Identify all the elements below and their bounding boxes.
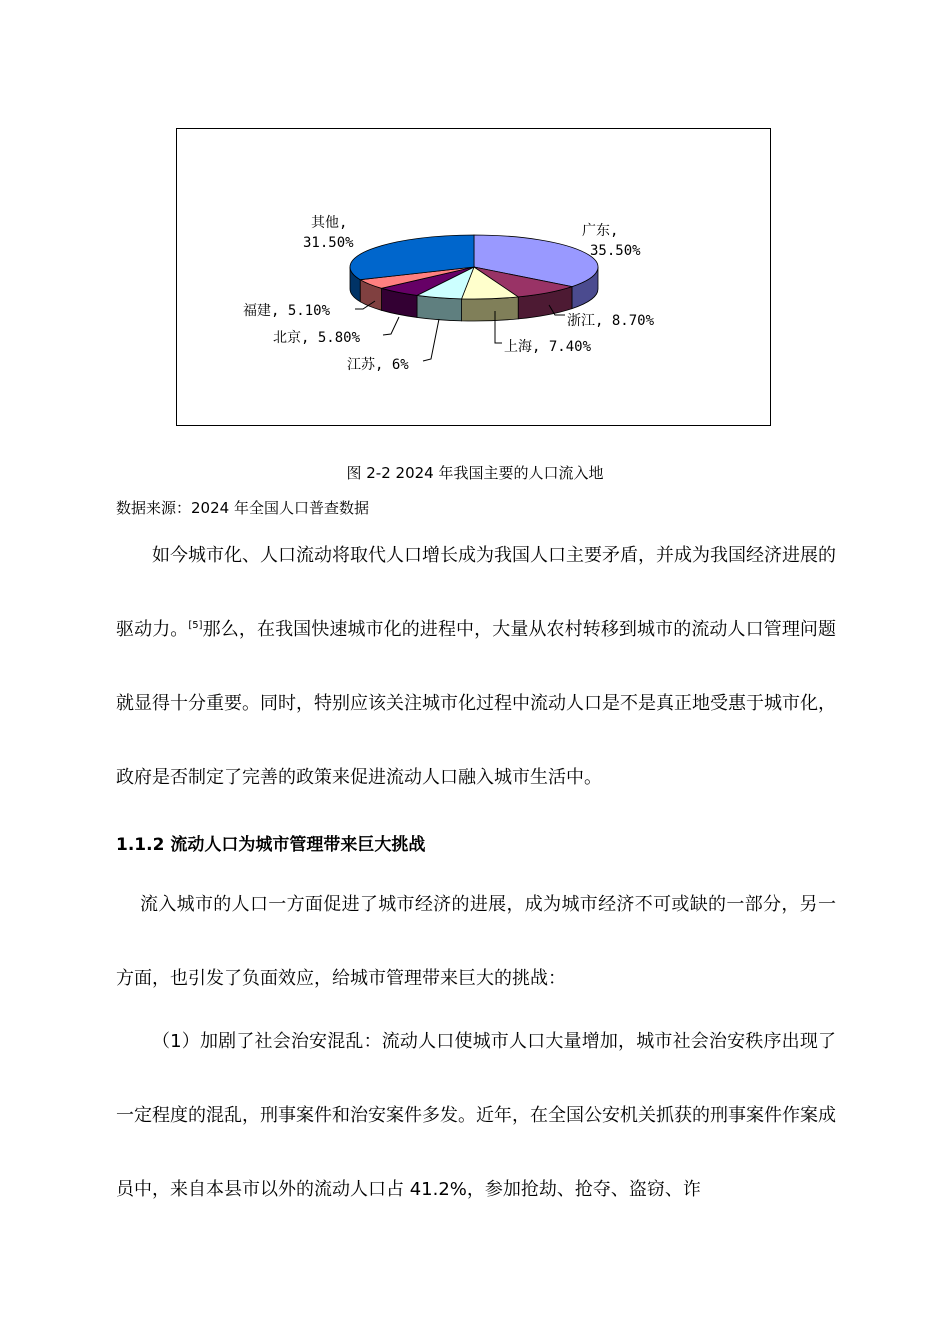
label-qita-value: 31.50% [303, 235, 354, 251]
section-heading: 1.1.2 流动人口为城市管理带来巨大挑战 [116, 835, 426, 855]
label-guangdong-name: 广东, [582, 223, 619, 239]
label-guangdong-value: 35.50% [590, 243, 641, 259]
paragraph-1-text-a: 如今城市化、人口流动将取代人口增长成为我国人口主要矛盾，并成为我国经济进展的驱动力。 [116, 545, 836, 640]
label-fujian: 福建, 5.10% [243, 303, 331, 319]
paragraph-1-text-b: 那么，在我国快速城市化的进程中，大量从农村转移到城市的流动人口管理问题就显得十分重要。同时，特别应该关注城市化过程中流动人口是不是真正地受惠于城市化，政府是否制定了完善的政策来促进流动人口融入城市生活中。 [116, 619, 837, 788]
pie-chart-svg [177, 129, 772, 427]
paragraph-2-text: 流入城市的人口一方面促进了城市经济的进展，成为城市经济不可或缺的一部分，另一方面，也引发了负面效应，给城市管理带来巨大的挑战： [116, 894, 836, 989]
data-source: 数据来源：2024 年全国人口普查数据 [116, 499, 369, 517]
paragraph-1 [116, 519, 836, 815]
leader-beijing [383, 317, 399, 335]
leader-jiangsu [423, 319, 439, 361]
pie-side-江苏 [417, 295, 462, 320]
label-jiangsu: 江苏, 6% [347, 357, 409, 373]
label-beijing: 北京, 5.80% [273, 330, 361, 346]
label-zhejiang: 浙江, 8.70% [567, 313, 655, 329]
paragraph-3-text: （1）加剧了社会治安混乱：流动人口使城市人口大量增加，城市社会治安秩序出现了一定程度的混乱，刑事案件和治安案件多发。近年，在全国公安机关抓获的刑事案件作案成员中，来自本县市以外的流动人口占 41.2%，参加抢劫、抢夺、盗窃、诈 [116, 1031, 836, 1200]
pie-side-上海 [462, 297, 519, 321]
figure-caption: 图 2-2 2024 年我国主要的人口流入地 [346, 464, 604, 482]
paragraph-3 [116, 1005, 836, 1227]
label-shanghai: 上海, 7.40% [504, 339, 592, 355]
paragraph-2 [116, 868, 836, 1016]
citation-ref: [5] [188, 620, 203, 631]
pie-chart [176, 128, 771, 426]
label-qita-name: 其他, [311, 215, 348, 231]
